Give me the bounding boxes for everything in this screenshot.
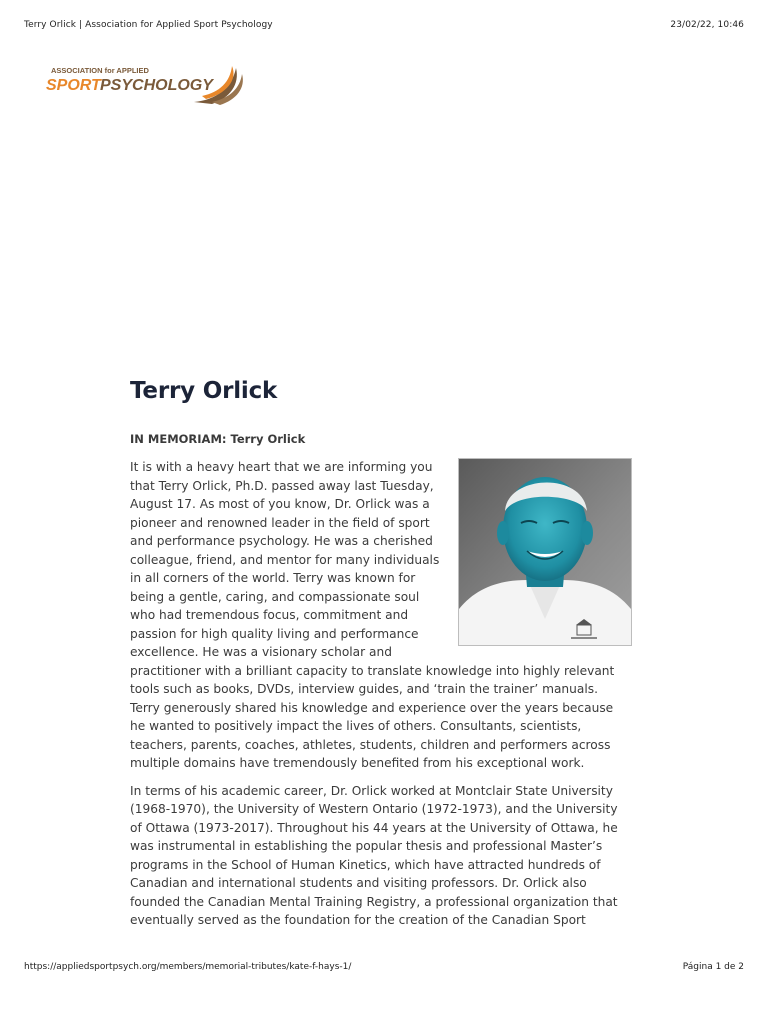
article-body <box>130 458 630 939</box>
logo-line1: ASSOCIATION for APPLIED <box>51 66 149 75</box>
article-paragraph-2: In terms of his academic career, Dr. Orlick worked at Montclair State University (1968-1970), the University of Western Ontario (1972-1973), and the University of Ottawa (1973-2017). Throughout his 44 years at the University of Ottawa, he was instrumental in establishing the popular thesis and professional Master’s programs in the School of Human Kinetics, which have attracted hundreds of Canadian and international students and visiting professors. Dr. Orlick also founded the Canadian Mental Training Registry, a professional organization that eventually served as the foundation for the creation of the Canadian Sport <box>130 783 618 927</box>
aasp-logo[interactable] <box>44 58 249 108</box>
print-footer-page: Página 1 de 2 <box>682 962 744 972</box>
portrait-photo <box>458 458 630 644</box>
logo-line2b: PSYCHOLOGY <box>100 77 213 94</box>
article-subtitle: IN MEMORIAM: Terry Orlick <box>130 432 306 446</box>
portrait-image <box>458 458 632 646</box>
print-header-datetime: 23/02/22, 10:46 <box>670 20 744 30</box>
article-paragraph-1: It is with a heavy heart that we are informing you that Terry Orlick, Ph.D. passed away last Tuesday, August 17. As most of you know, Dr. Orlick was a pioneer and renowned leader in the field of sport and performance psychology. He was a cherished colleague, friend, and mentor for many individuals in all corners of the world. Terry was known for being a gentle, caring, and compassionate soul who had tremendous focus, commitment and passion for high quality living and performance excellence. He was a visionary scholar and practitioner with a brilliant capacity to translate knowledge into highly relevant tools such as books, DVDs, interview guides, and ‘train the trainer’ manuals. Terry generously shared his knowledge and experience over the years because he wanted to positively impact the lives of others. Consultants, scientists, teachers, parents, coaches, athletes, students, children and performers across multiple domains have tremendously benefited from his exceptional work. <box>130 460 615 770</box>
page-title: Terry Orlick <box>130 378 278 404</box>
aasp-logo-graphic <box>44 58 249 108</box>
logo-line2a: SPORT <box>46 77 101 94</box>
print-header-title: Terry Orlick | Association for Applied Sport Psychology <box>24 20 273 30</box>
print-footer-url[interactable]: https://appliedsportpsych.org/members/memorial-tributes/kate-f-hays-1/ <box>24 962 352 972</box>
